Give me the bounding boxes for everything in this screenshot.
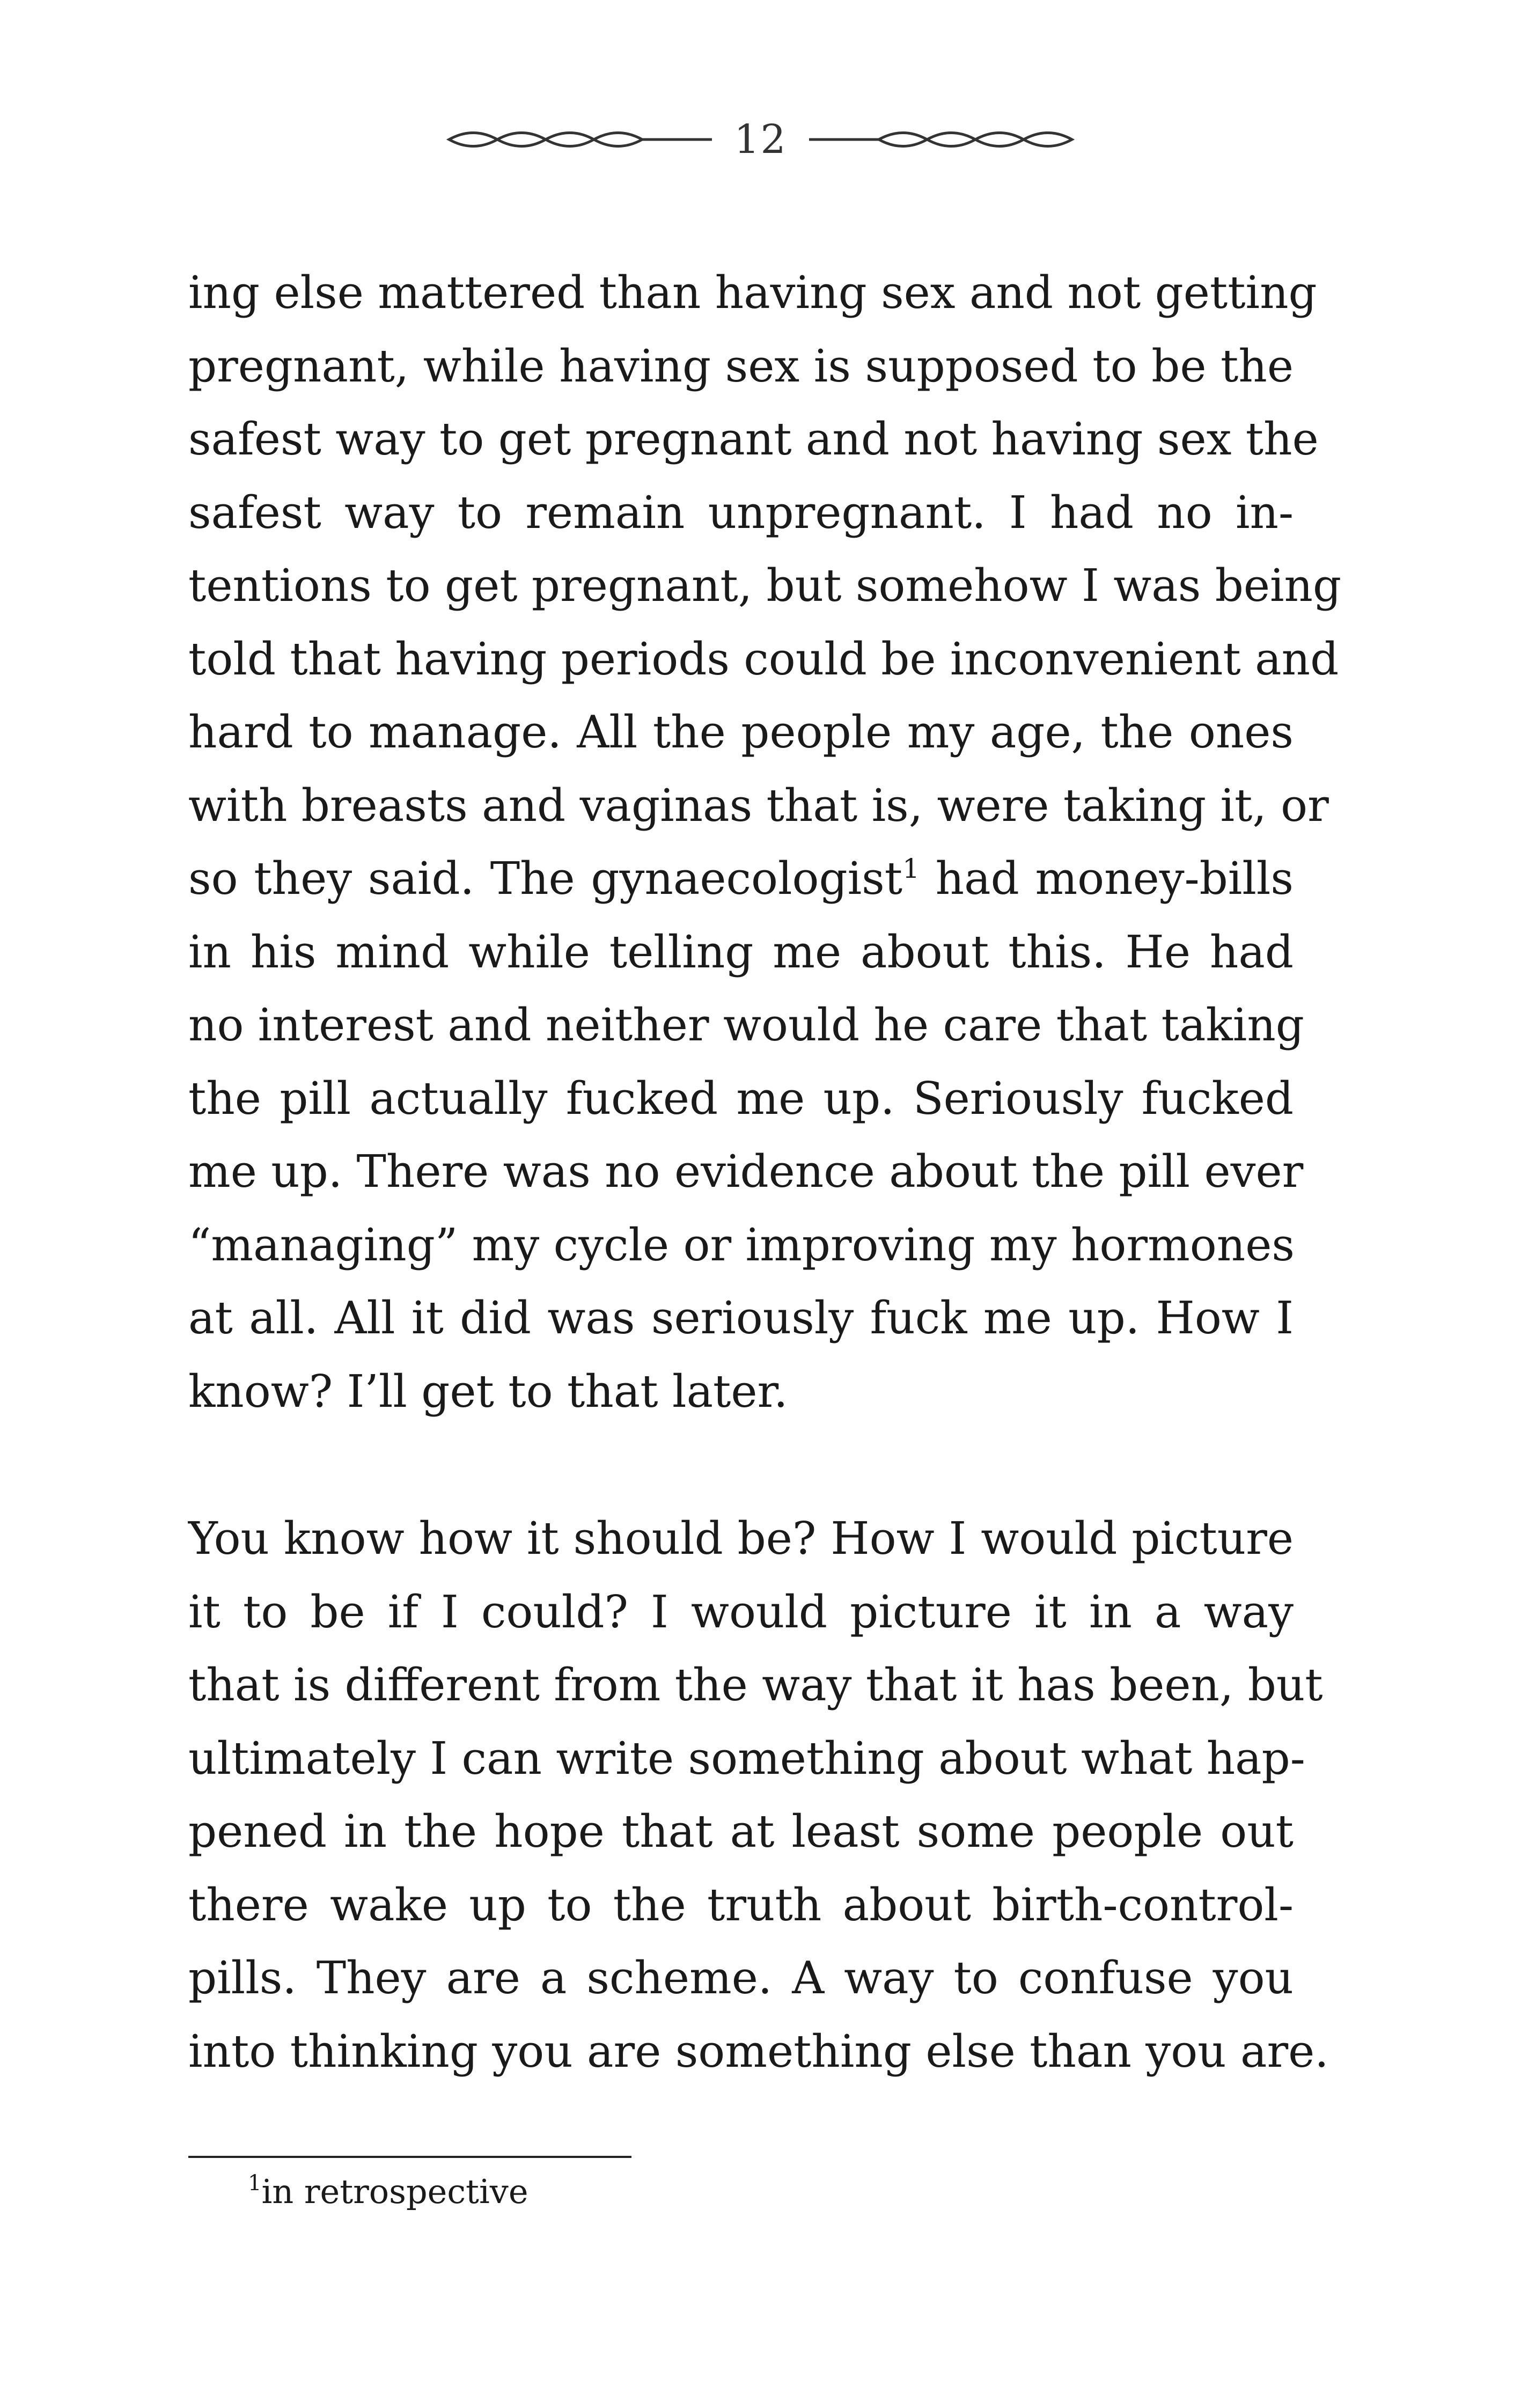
text-line: safest way to get pregnant and not having sex the <box>188 413 1319 465</box>
text-line: You know how it should be? How I would picture <box>188 1513 1294 1565</box>
text-line: ultimately I can write something about what hap- <box>188 1732 1305 1785</box>
text-line: told that having periods could be inconvenient and <box>188 633 1339 685</box>
paragraph-1 <box>188 256 1342 1428</box>
text-line: with breasts and vaginas that is, were taking it, or <box>188 779 1329 832</box>
text-line: the pill actually fucked me up. Seriously fucked <box>188 1072 1294 1125</box>
text-line: in his mind while telling me about this. He had <box>188 926 1294 978</box>
text-line: “managing” my cycle or improving my hormones <box>188 1218 1295 1271</box>
text-line: it to be if I could? I would picture it in a way <box>188 1585 1294 1638</box>
ornament-right-icon <box>806 123 1075 156</box>
text-line-tail: had money-bills <box>919 853 1294 905</box>
text-line: there wake up to the truth about birth-control- <box>188 1878 1294 1931</box>
text-line: me up. There was no evidence about the pill ever <box>188 1146 1304 1198</box>
page-header <box>0 110 1521 169</box>
ornament-left-icon <box>446 123 715 156</box>
text-line: hard to manage. All the people my age, the ones <box>188 706 1294 758</box>
text-line-head: so they said. The gynaecologist <box>188 853 903 905</box>
page-number: 12 <box>734 116 787 163</box>
footnote <box>248 2168 528 2216</box>
paragraph-2 <box>188 1502 1329 2088</box>
text-line: no interest and neither would he care that taking <box>188 999 1304 1051</box>
footnote-reference[interactable]: 1 <box>902 853 920 884</box>
text-line: tentions to get pregnant, but somehow I was being <box>188 560 1342 612</box>
text-line: pregnant, while having sex is supposed to be the <box>188 340 1294 392</box>
text-line: into thinking you are something else than you are. <box>188 2025 1329 2077</box>
footnote-divider <box>188 2156 631 2158</box>
text-line: safest way to remain unpregnant. I had no in- <box>188 486 1294 539</box>
text-line: at all. All it did was seriously fuck me up. How I <box>188 1292 1294 1344</box>
text-line: know? I’ll get to that later. <box>188 1365 788 1418</box>
footnote-text: in retrospective <box>261 2172 528 2211</box>
text-line: that is different from the way that it has been, but <box>188 1659 1323 1711</box>
text-line-with-footnote <box>188 842 1294 916</box>
text-line: pills. They are a scheme. A way to confuse you <box>188 1952 1294 2004</box>
footnote-marker: 1 <box>248 2171 262 2196</box>
text-line: pened in the hope that at least some people out <box>188 1805 1294 1858</box>
text-line: ing else mattered than having sex and not getting <box>188 267 1317 319</box>
